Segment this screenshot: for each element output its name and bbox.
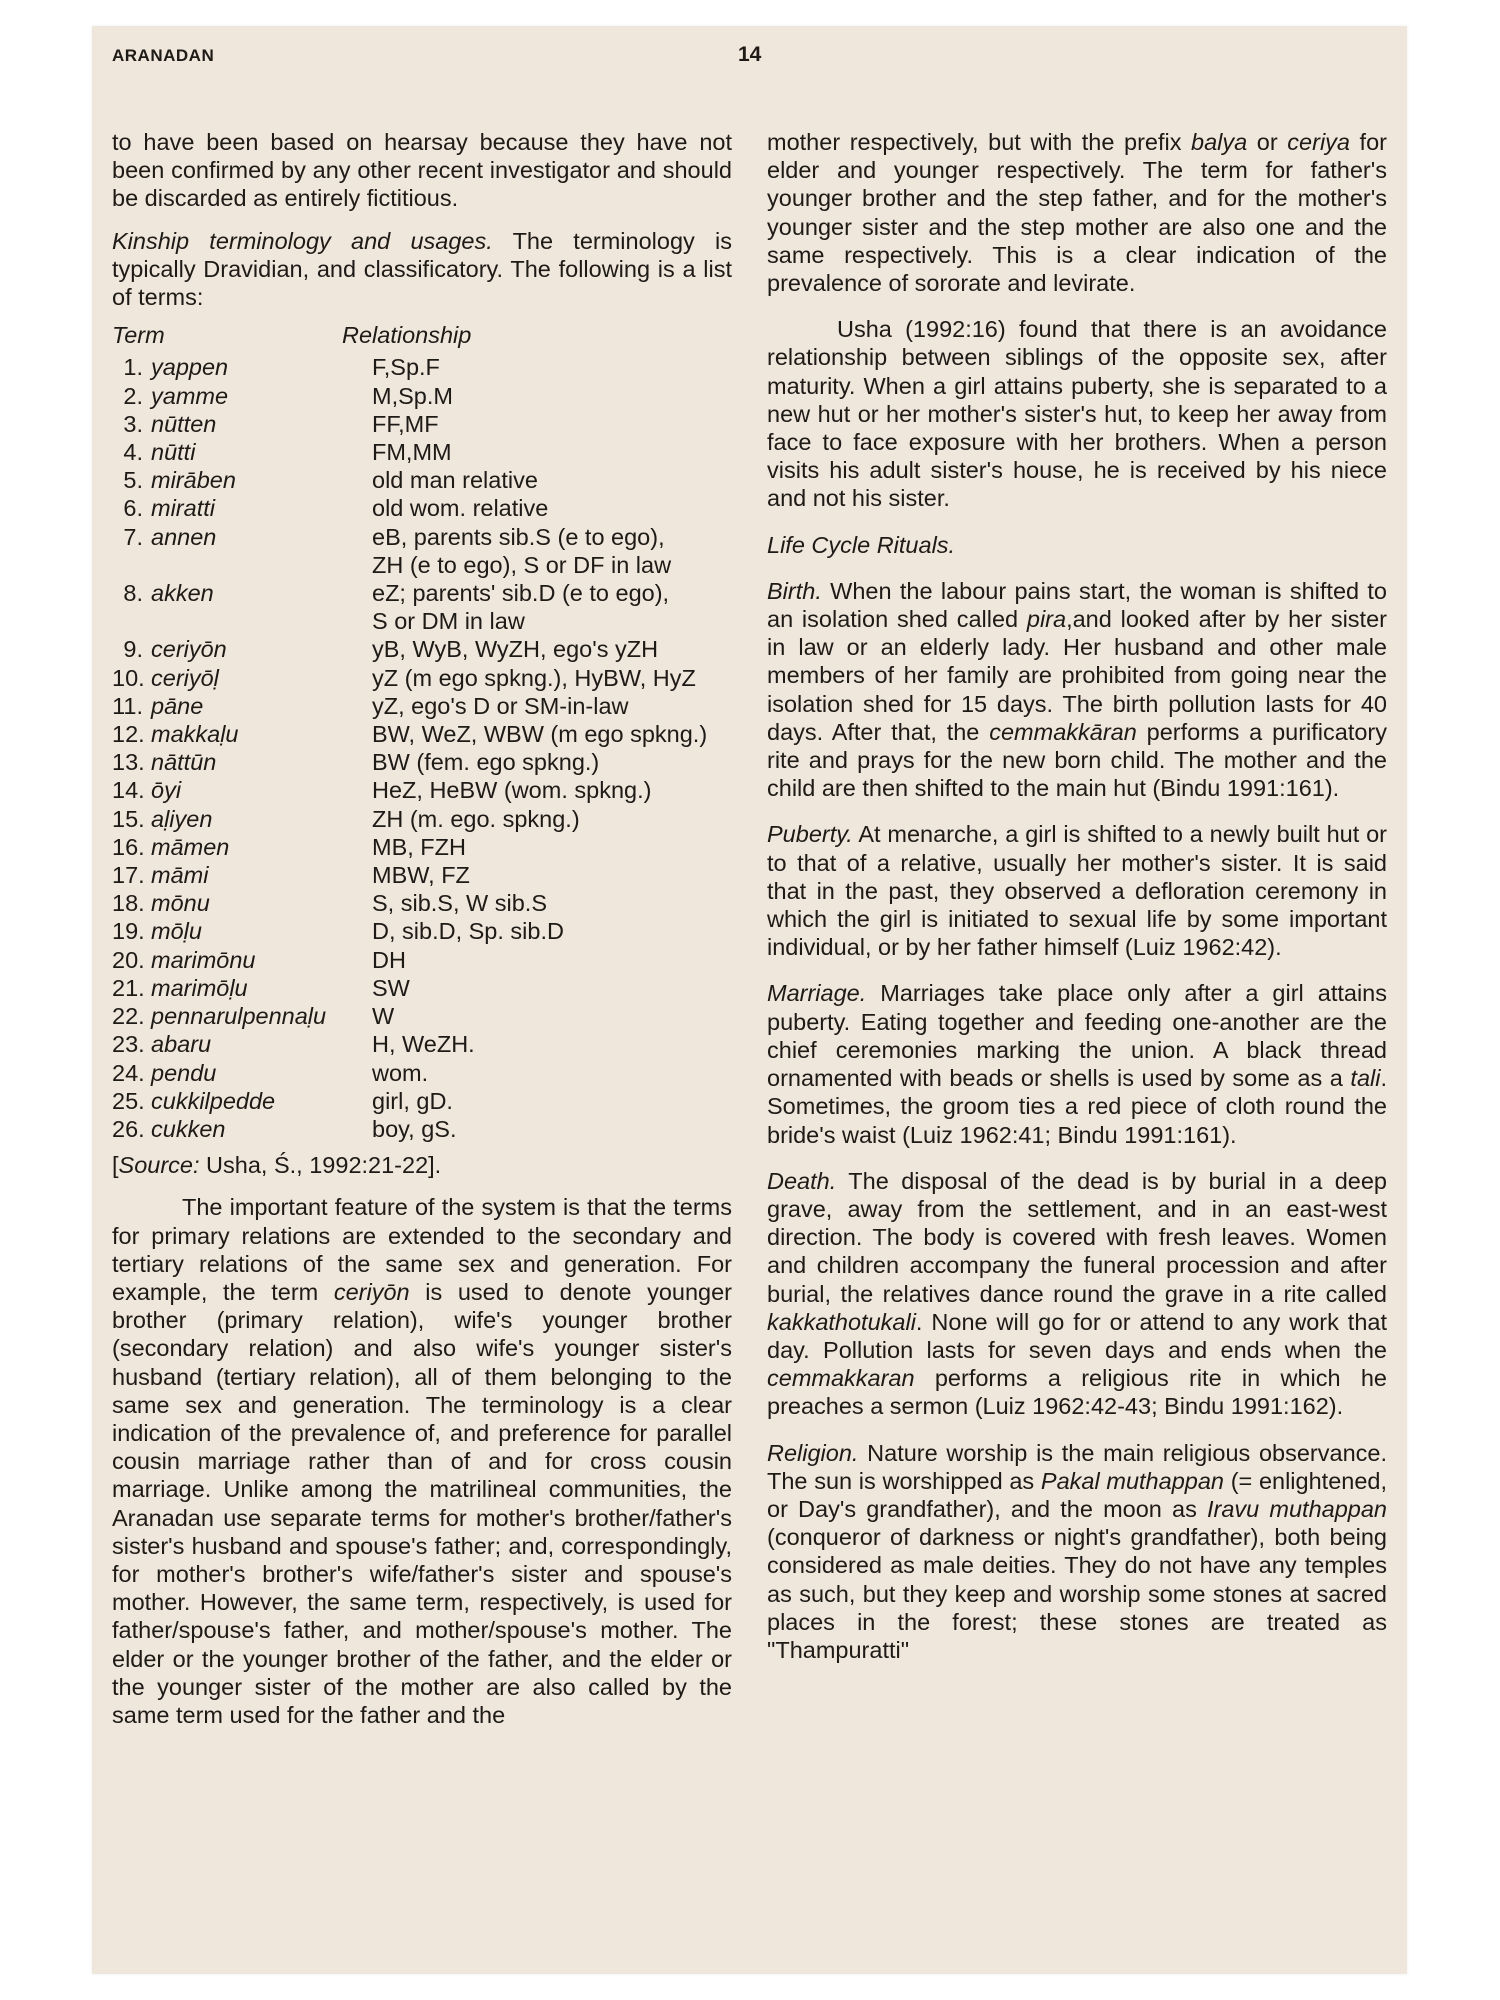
term-number: 1. <box>123 354 143 381</box>
term-word: pennarulpennaḷu <box>151 1003 327 1030</box>
term-word: mōnu <box>151 890 210 917</box>
relationship-line: BW (fem. ego spkng.) <box>372 749 600 776</box>
relationship-line: DH <box>372 946 406 973</box>
term-word: akken <box>151 580 214 607</box>
term-word: makkaḷu <box>151 721 239 748</box>
term-row <box>112 1030 732 1058</box>
term-number: 16. <box>112 833 145 860</box>
term-number: 21. <box>112 974 145 1001</box>
term-word: yamme <box>151 382 229 409</box>
term-number: 25. <box>112 1087 145 1114</box>
term-relationship <box>372 889 732 917</box>
term-row <box>112 861 732 889</box>
relationship-line: yZ (m ego spkng.), HyBW, HyZ <box>372 664 696 691</box>
term-word: marimōnu <box>151 946 256 973</box>
term-row <box>112 974 732 1002</box>
term-row <box>112 805 732 833</box>
relationship-line: H, WeZH. <box>372 1031 475 1058</box>
system-feature-paragraph: The important feature of the system is that the terms for primary relations are extended to the secondary and tertiary relations of the same sex and generation. For example, the term ceriyōn is used to denote younger brother (primary relation), wife's younger brother (secondary relation) and also wife's younger sister's husband (tertiary relation), all of them belonging to the same sex and generation. The terminology is a clear indication of the prevalence of, and preference for parallel cousin marriage rather than of and for cross cousin marriage. Unlike among the matrilineal communities, the Aranadan use separate terms for mother's brother/father's sister's husband and spouse's father; and, correspondingly, for mother's brother's wife/father's sister and spouse's mother. However, the same term, respectively, is used for father/spouse's father, and mother/spouse's mother. The elder or the younger brother of the father, and the elder or the younger sister of the mother are also called by the same term used for the father and the <box>112 1194 732 1728</box>
term-row <box>112 946 732 974</box>
term-relationship <box>372 1002 732 1030</box>
term-word: māmen <box>151 833 230 860</box>
term-row <box>112 438 732 466</box>
death-heading: Death. <box>767 1167 837 1194</box>
term-row <box>112 635 732 663</box>
term-relationship <box>372 833 732 861</box>
relationship-line: HeZ, HeBW (wom. spkng.) <box>372 777 652 804</box>
life-cycle-heading: Life Cycle Rituals. <box>767 531 956 558</box>
term-word: cukkilpedde <box>151 1087 276 1114</box>
religion-paragraph: Religion. Nature worship is the main religious observance. The sun is worshipped as Pakal muthappan (= enlightened, or Day's grandfather), and the moon as Iravu muthappan (conqueror of darkness or night's grandfather), both being considered as male deities. They do not have any temples as such, but they keep and worship some stones at sacred places in the forest; these stones are treated as "Thampuratti" <box>767 1439 1387 1663</box>
relationship-column-header: Relationship <box>342 322 472 349</box>
term-word: abaru <box>151 1031 212 1058</box>
term-number: 15. <box>112 805 145 832</box>
death-paragraph: Death. The disposal of the dead is by burial in a deep grave, away from the settlement, and in an east-west direction. The body is covered with fresh leaves. Women and children accompany the funeral procession and after burial, the relatives dance round the grave in a rite called kakkathotukali. None will go for or attend to any work that day. Pollution lasts for seven days and ends when the cemmakkaran performs a religious rite in which he preaches a sermon (Luiz 1962:42-43; Bindu 1991:162). <box>767 1167 1387 1420</box>
relationship-line: girl, gD. <box>372 1087 453 1114</box>
term-number: 18. <box>112 890 145 917</box>
relationship-line: yZ, ego's D or SM-in-law <box>372 692 629 719</box>
relationship-line: ZH (e to ego), S or DF in law <box>372 551 672 578</box>
continued-paragraph: mother respectively, but with the prefix balya or ceriya for elder and younger respectively. The term for father's younger brother and the step father, and for the mother's younger sister and the step mother are also one and the same respectively. This is a clear indication of the prevalence of sororate and levirate. <box>767 129 1387 297</box>
relationship-line: F,Sp.F <box>372 354 440 381</box>
term-number: 10. <box>112 664 145 691</box>
term-relationship <box>372 1087 732 1115</box>
term-relationship <box>372 353 732 381</box>
religion-heading: Religion. <box>767 1439 859 1466</box>
term-relationship <box>372 664 732 692</box>
kinship-terms-table <box>112 353 732 1143</box>
term-row <box>112 748 732 776</box>
relationship-line: D, sib.D, Sp. sib.D <box>372 918 564 945</box>
term-row <box>112 1059 732 1087</box>
term-word: cukken <box>151 1115 226 1142</box>
term-relationship <box>372 523 732 579</box>
marriage-paragraph: Marriage. Marriages take place only after a girl attains puberty. Eating together and feeding one-another are the chief ceremonies marking the union. A black thread ornamented with beads or shells is used by some as a tali. Sometimes, the groom ties a red piece of cloth round the bride's waist (Luiz 1962:41; Bindu 1991:161). <box>767 980 1387 1148</box>
term-number: 8. <box>123 580 143 607</box>
term-number: 4. <box>123 439 143 466</box>
relationship-line: SW <box>372 974 410 1001</box>
relationship-line: old wom. relative <box>372 495 549 522</box>
term-number: 13. <box>112 749 145 776</box>
birth-paragraph: Birth. When the labour pains start, the woman is shifted to an isolation shed called pira,and looked after by her sister in law or an elderly lady. Her husband and other male members of her family are prohibited from going near the isolation shed for 15 days. The birth pollution lasts for 40 days. After that, the cemmakkāran performs a purificatory rite and prays for the new born child. The mother and the child are then shifted to the main hut (Bindu 1991:161). <box>767 577 1387 802</box>
intro-paragraph: to have been based on hearsay because they have not been confirmed by any other recent investigator and should be discarded as entirely fictitious. <box>112 129 732 212</box>
puberty-heading: Puberty. <box>767 821 853 848</box>
term-relationship <box>372 748 732 776</box>
term-row <box>112 494 732 522</box>
relationship-line: W <box>372 1003 395 1030</box>
relationship-line: BW, WeZ, WBW (m ego spkng.) <box>372 721 708 748</box>
term-word: yappen <box>151 354 229 381</box>
birth-heading: Birth. <box>767 577 822 604</box>
term-column-header: Term <box>112 322 165 349</box>
relationship-line: eB, parents sib.S (e to ego), <box>372 523 665 550</box>
term-row <box>112 889 732 917</box>
term-row <box>112 1115 732 1143</box>
term-word: miratti <box>151 495 215 522</box>
term-number: 9. <box>123 636 143 663</box>
relationship-line: eZ; parents' sib.D (e to ego), <box>372 580 670 607</box>
term-row <box>112 664 732 692</box>
term-relationship <box>372 720 732 748</box>
term-word: annen <box>151 523 217 550</box>
term-number: 19. <box>112 918 145 945</box>
term-row <box>112 382 732 410</box>
term-number: 12. <box>112 721 145 748</box>
term-relationship <box>372 466 732 494</box>
term-number: 17. <box>112 862 145 889</box>
term-relationship <box>372 974 732 1002</box>
term-row <box>112 833 732 861</box>
running-title: ARANADAN <box>112 46 215 65</box>
term-row <box>112 917 732 945</box>
term-number: 7. <box>123 523 143 550</box>
relationship-line: M,Sp.M <box>372 382 453 409</box>
term-word: nāttūn <box>151 749 217 776</box>
term-number: 2. <box>123 382 143 409</box>
relationship-line: MB, FZH <box>372 833 466 860</box>
term-word: mirāben <box>151 467 236 494</box>
term-word: ceriyōn <box>151 636 227 663</box>
term-word: nūtten <box>151 410 217 437</box>
term-row <box>112 353 732 381</box>
relationship-line: FM,MM <box>372 439 452 466</box>
kinship-heading: Kinship terminology and usages. <box>112 227 493 254</box>
term-number: 23. <box>112 1031 145 1058</box>
term-word: ōyi <box>151 777 182 804</box>
term-relationship <box>372 1030 732 1058</box>
term-relationship <box>372 494 732 522</box>
page-number: 14 <box>738 43 762 66</box>
term-number: 3. <box>123 410 143 437</box>
term-row <box>112 523 732 579</box>
term-number: 6. <box>123 495 143 522</box>
relationship-line: old man relative <box>372 467 538 494</box>
term-number: 24. <box>112 1059 145 1086</box>
term-row <box>112 579 732 635</box>
term-relationship <box>372 1115 732 1143</box>
term-row <box>112 1002 732 1030</box>
terms-table-header <box>112 321 732 349</box>
puberty-paragraph: Puberty. At menarche, a girl is shifted to a newly built hut or to that of a relative, usually her mother's sister. It is said that in the past, they observed a defloration ceremony in which the girl is initiated to sexual life by some important individual, or by her father himself (Luiz 1962:42). <box>767 821 1387 961</box>
term-number: 5. <box>123 467 143 494</box>
term-row <box>112 776 732 804</box>
term-relationship <box>372 635 732 663</box>
term-relationship <box>372 946 732 974</box>
term-row <box>112 1087 732 1115</box>
term-relationship <box>372 438 732 466</box>
book-page <box>92 26 1407 1974</box>
avoidance-paragraph: Usha (1992:16) found that there is an avoidance relationship between siblings of the opposite sex, after maturity. When a girl attains puberty, she is separated to a new hut or her mother's sister's hut, to keep her away from face to face exposure with her brothers. When a person visits his adult sister's house, he is received by his niece and not his sister. <box>767 316 1387 512</box>
term-relationship <box>372 579 732 635</box>
relationship-line: S or DM in law <box>372 608 525 635</box>
relationship-line: ZH (m. ego. spkng.) <box>372 805 580 832</box>
term-word: ceriyōḷ <box>151 664 219 691</box>
term-word: mōḷu <box>151 918 202 945</box>
term-row <box>112 692 732 720</box>
term-number: 11. <box>112 692 143 719</box>
term-number: 22. <box>112 1003 145 1030</box>
relationship-line: FF,MF <box>372 410 439 437</box>
term-row <box>112 410 732 438</box>
term-relationship <box>372 776 732 804</box>
relationship-line: wom. <box>372 1059 429 1086</box>
term-relationship <box>372 692 732 720</box>
term-relationship <box>372 917 732 945</box>
left-column <box>112 128 732 1729</box>
term-relationship <box>372 410 732 438</box>
right-column <box>767 128 1387 1664</box>
term-relationship <box>372 382 732 410</box>
term-word: marimōḷu <box>151 974 248 1001</box>
term-row <box>112 720 732 748</box>
term-number: 20. <box>112 946 145 973</box>
source-citation: [Source: Usha, Ś., 1992:21-22]. <box>112 1152 442 1179</box>
term-word: aḷiyen <box>151 805 213 832</box>
relationship-line: boy, gS. <box>372 1115 457 1142</box>
term-number: 14. <box>112 777 145 804</box>
relationship-line: S, sib.S, W sib.S <box>372 890 547 917</box>
kinship-paragraph: Kinship terminology and usages. The terminology is typically Dravidian, and classificatory. The following is a list of terms: <box>112 227 732 311</box>
term-row <box>112 466 732 494</box>
term-word: māmi <box>151 862 209 889</box>
term-word: nūtti <box>151 439 196 466</box>
term-word: pendu <box>151 1059 217 1086</box>
relationship-line: yB, WyB, WyZH, ego's yZH <box>372 636 659 663</box>
term-word: pāne <box>151 692 204 719</box>
relationship-line: MBW, FZ <box>372 862 470 889</box>
term-number: 26. <box>112 1115 145 1142</box>
term-relationship <box>372 1059 732 1087</box>
term-relationship <box>372 805 732 833</box>
term-relationship <box>372 861 732 889</box>
marriage-heading: Marriage. <box>767 980 867 1007</box>
